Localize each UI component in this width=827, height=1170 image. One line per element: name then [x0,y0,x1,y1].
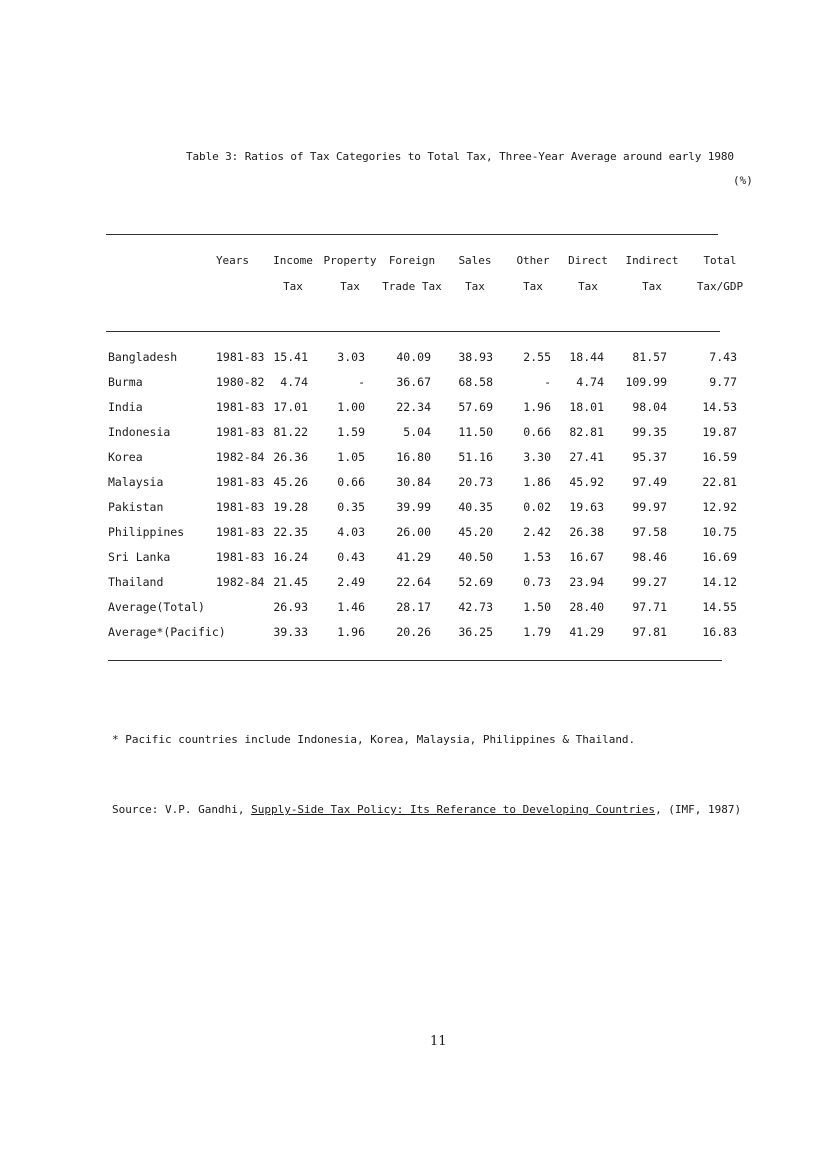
cell-years: 1981-83 [216,500,265,514]
page-number: 11 [430,1034,447,1049]
cell-indirect: 99.35 [632,425,667,439]
header-indirect-tax [622,248,682,300]
cell-income: 81.22 [273,425,308,439]
header-foreign-line2: Trade Tax [382,280,442,293]
cell-years: 1981-83 [216,525,265,539]
cell-income: 22.35 [273,525,308,539]
cell-years: 1981-83 [216,350,265,364]
header-other-line1: Other [516,254,550,267]
cell-sales: 36.25 [458,625,493,639]
table-row [0,600,827,625]
header-income-line1: Income [273,254,313,267]
cell-years: 1981-83 [216,425,265,439]
cell-sales: 52.69 [458,575,493,589]
cell-sales: 40.35 [458,500,493,514]
cell-indirect: 97.81 [632,625,667,639]
cell-indirect: 81.57 [632,350,667,364]
cell-country: Bangladesh [108,350,178,364]
cell-direct: 26.38 [569,525,604,539]
cell-years: 1981-83 [216,550,265,564]
header-years [205,248,260,274]
header-total-line2: Tax/GDP [696,280,744,293]
header-direct-tax [563,248,613,300]
cell-direct: 27.41 [569,450,604,464]
header-property-line2: Tax [340,280,360,293]
cell-indirect: 97.49 [632,475,667,489]
cell-other: - [544,375,551,389]
cell-total: 10.75 [702,525,737,539]
cell-foreign: 40.09 [396,350,431,364]
cell-other: 1.86 [523,475,551,489]
cell-total: 9.77 [709,375,737,389]
header-other-line2: Tax [523,280,543,293]
cell-years: 1982-84 [216,575,265,589]
cell-income: 15.41 [273,350,308,364]
table-row [0,350,827,375]
header-foreign-line1: Foreign [388,254,436,267]
table-row [0,500,827,525]
cell-other: 2.55 [523,350,551,364]
cell-property: 2.49 [337,575,365,589]
cell-foreign: 28.17 [396,600,431,614]
cell-total: 19.87 [702,425,737,439]
cell-property: 1.59 [337,425,365,439]
header-indirect-line2: Tax [642,280,662,293]
cell-other: 0.02 [523,500,551,514]
header-foreign-trade-tax [378,248,446,300]
cell-property: 3.03 [337,350,365,364]
cell-income: 39.33 [273,625,308,639]
cell-income: 26.93 [273,600,308,614]
cell-property: 0.66 [337,475,365,489]
cell-indirect: 99.97 [632,500,667,514]
source-book-title: Supply-Side Tax Policy: Its Referance to Developing Countries [251,803,656,816]
cell-income: 17.01 [273,400,308,414]
cell-foreign: 5.04 [403,425,431,439]
cell-other: 1.79 [523,625,551,639]
cell-total: 16.69 [702,550,737,564]
bottom-rule [108,660,722,661]
cell-other: 0.66 [523,425,551,439]
header-income-tax [268,248,318,300]
cell-foreign: 20.26 [396,625,431,639]
source-suffix: , (IMF, 1987) [655,803,742,816]
cell-country: Sri Lanka [108,550,171,564]
header-income-line2: Tax [283,280,303,293]
table-row [0,525,827,550]
cell-direct: 18.44 [569,350,604,364]
table-row [0,475,827,500]
cell-country: Indonesia [108,425,171,439]
header-sales-line1: Sales [458,254,492,267]
table-row [0,550,827,575]
table-title: Table 3: Ratios of Tax Categories to Total Tax, Three-Year Average around early 1980 [186,150,734,163]
cell-other: 3.30 [523,450,551,464]
cell-total: 16.83 [702,625,737,639]
cell-total: 22.81 [702,475,737,489]
cell-years: 1981-83 [216,475,265,489]
cell-foreign: 22.64 [396,575,431,589]
cell-indirect: 99.27 [632,575,667,589]
cell-country: Philippines [108,525,185,539]
table-row [0,375,827,400]
cell-country: Thailand [108,575,164,589]
cell-foreign: 39.99 [396,500,431,514]
cell-years: 1981-83 [216,400,265,414]
header-rule [106,331,720,332]
cell-country: Average(Total) [108,600,205,614]
cell-direct: 82.81 [569,425,604,439]
header-total-line1: Total [703,254,737,267]
cell-total: 14.53 [702,400,737,414]
cell-country: India [108,400,143,414]
cell-property: - [358,375,365,389]
footnote: * Pacific countries include Indonesia, Korea, Malaysia, Philippines & Thailand. [112,733,636,746]
cell-total: 14.55 [702,600,737,614]
cell-sales: 40.50 [458,550,493,564]
cell-direct: 28.40 [569,600,604,614]
cell-years: 1982-84 [216,450,265,464]
cell-income: 21.45 [273,575,308,589]
cell-property: 0.35 [337,500,365,514]
cell-direct: 23.94 [569,575,604,589]
cell-direct: 41.29 [569,625,604,639]
top-rule [106,234,718,235]
header-sales-line2: Tax [465,280,485,293]
cell-property: 1.46 [337,600,365,614]
cell-other: 0.73 [523,575,551,589]
table-row [0,425,827,450]
cell-direct: 19.63 [569,500,604,514]
cell-sales: 45.20 [458,525,493,539]
cell-property: 1.05 [337,450,365,464]
cell-other: 1.50 [523,600,551,614]
cell-foreign: 41.29 [396,550,431,564]
cell-total: 12.92 [702,500,737,514]
cell-country: Pakistan [108,500,164,514]
cell-country: Malaysia [108,475,164,489]
header-years-line1: Years [215,254,250,267]
cell-foreign: 26.00 [396,525,431,539]
cell-total: 16.59 [702,450,737,464]
cell-foreign: 16.80 [396,450,431,464]
cell-income: 26.36 [273,450,308,464]
table-row [0,400,827,425]
cell-indirect: 97.58 [632,525,667,539]
cell-indirect: 98.46 [632,550,667,564]
cell-country: Average*(Pacific) [108,625,226,639]
header-total-tax-gdp [692,248,748,300]
cell-sales: 42.73 [458,600,493,614]
cell-country: Korea [108,450,143,464]
cell-years: 1980-82 [216,375,265,389]
cell-sales: 20.73 [458,475,493,489]
cell-property: 4.03 [337,525,365,539]
cell-property: 1.96 [337,625,365,639]
cell-foreign: 30.84 [396,475,431,489]
source-prefix: Source: V.P. Gandhi, [112,803,252,816]
table-row [0,575,827,600]
cell-income: 16.24 [273,550,308,564]
cell-sales: 11.50 [458,425,493,439]
header-property-line1: Property [323,254,377,267]
cell-sales: 51.16 [458,450,493,464]
header-indirect-line1: Indirect [625,254,679,267]
cell-sales: 57.69 [458,400,493,414]
cell-income: 19.28 [273,500,308,514]
cell-foreign: 36.67 [396,375,431,389]
cell-indirect: 97.71 [632,600,667,614]
header-sales-tax [450,248,500,300]
cell-income: 4.74 [280,375,308,389]
cell-foreign: 22.34 [396,400,431,414]
cell-total: 7.43 [709,350,737,364]
cell-direct: 18.01 [569,400,604,414]
cell-other: 2.42 [523,525,551,539]
cell-other: 1.96 [523,400,551,414]
cell-other: 1.53 [523,550,551,564]
table-row [0,450,827,475]
cell-direct: 4.74 [576,375,604,389]
header-direct-line2: Tax [578,280,598,293]
source-citation [112,803,741,816]
header-direct-line1: Direct [568,254,608,267]
table-row [0,625,827,650]
cell-country: Burma [108,375,143,389]
cell-sales: 38.93 [458,350,493,364]
cell-direct: 45.92 [569,475,604,489]
unit-label: (%) [733,174,753,187]
cell-indirect: 95.37 [632,450,667,464]
cell-income: 45.26 [273,475,308,489]
cell-direct: 16.67 [569,550,604,564]
cell-indirect: 109.99 [625,375,667,389]
cell-total: 14.12 [702,575,737,589]
cell-sales: 68.58 [458,375,493,389]
cell-indirect: 98.04 [632,400,667,414]
header-other-tax [510,248,556,300]
header-property-tax [318,248,382,300]
cell-property: 0.43 [337,550,365,564]
cell-property: 1.00 [337,400,365,414]
